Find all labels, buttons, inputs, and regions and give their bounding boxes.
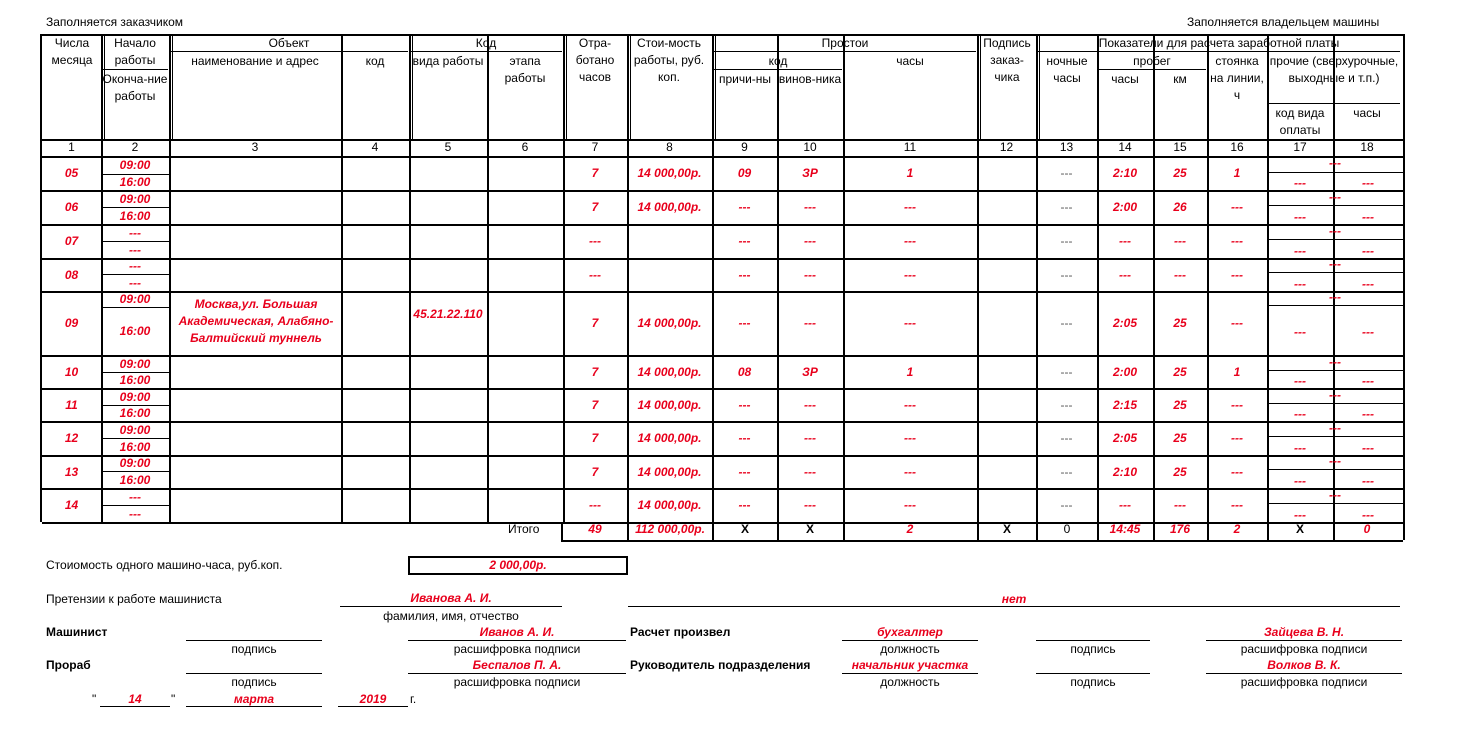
row-downtime-hours: --- xyxy=(904,498,916,512)
grid-line xyxy=(101,207,169,208)
row-pay-hours: --- xyxy=(1362,176,1374,190)
column-number: 10 xyxy=(803,140,817,154)
row-downtime-reason: --- xyxy=(738,498,751,512)
row-run-km: 25 xyxy=(1173,465,1187,479)
grid-line xyxy=(1267,436,1403,437)
row-run-km: --- xyxy=(1174,234,1186,248)
grid-line xyxy=(977,34,979,522)
row-end-time: 16:00 xyxy=(119,373,151,387)
grid-line xyxy=(1267,205,1403,206)
row-other: --- xyxy=(1329,388,1341,402)
row-cost: 14 000,00р. xyxy=(637,398,702,412)
row-cost: 14 000,00р. xyxy=(637,498,702,512)
grid-line xyxy=(1267,503,1403,504)
row-other: --- xyxy=(1329,190,1341,204)
row-end-time: 16:00 xyxy=(119,473,151,487)
row-day: 05 xyxy=(64,166,79,180)
header-pay-code: код вида оплаты xyxy=(1275,106,1325,137)
row-start-time: 09:00 xyxy=(119,357,151,371)
grid-line xyxy=(101,438,169,439)
calc-position-caption: должность xyxy=(880,642,940,656)
row-day: 06 xyxy=(64,200,79,214)
row-hours-worked: --- xyxy=(589,268,601,282)
row-day: 08 xyxy=(64,268,79,282)
row-end-time: --- xyxy=(129,276,141,290)
row-run-km: 25 xyxy=(1173,316,1187,330)
row-night-hours: --- xyxy=(1060,498,1073,512)
work-code: 45.21.22.110 xyxy=(413,307,483,321)
row-downtime-reason: --- xyxy=(738,465,751,479)
grid-line xyxy=(42,488,1403,490)
header-run-km: км xyxy=(1173,72,1187,86)
row-other: --- xyxy=(1329,421,1341,435)
row-day: 10 xyxy=(64,365,79,379)
row-night-hours: --- xyxy=(1060,465,1073,479)
grid-line xyxy=(1267,172,1403,173)
row-other: --- xyxy=(1329,290,1341,304)
operator-name: Иванов А. И. xyxy=(479,625,555,639)
row-downtime-hours: --- xyxy=(904,398,916,412)
row-pay-hours: --- xyxy=(1362,441,1374,455)
row-downtime-reason: --- xyxy=(738,431,751,445)
column-number: 17 xyxy=(1293,140,1307,154)
grid-line xyxy=(42,455,1403,457)
row-day: 07 xyxy=(64,234,79,248)
row-downtime-reason: --- xyxy=(738,268,751,282)
total-hours: 49 xyxy=(588,522,602,536)
row-downtime-hours: 1 xyxy=(906,166,914,180)
row-other: --- xyxy=(1329,454,1341,468)
header-parking: стоянка на линии, ч xyxy=(1210,54,1264,102)
row-start-time: 09:00 xyxy=(119,456,151,470)
row-downtime-culprit: ЗР xyxy=(802,365,818,379)
total-km: 176 xyxy=(1169,522,1191,536)
row-other: --- xyxy=(1329,355,1341,369)
row-downtime-culprit: --- xyxy=(804,398,816,412)
column-number: 2 xyxy=(131,140,139,154)
row-downtime-hours: --- xyxy=(904,316,916,330)
header-pay-indicators: Показатели для расчета заработной платы xyxy=(1098,36,1340,50)
grid-line xyxy=(42,291,1403,293)
header-pay-hours: часы xyxy=(1353,106,1381,120)
total-cost: 112 000,00р. xyxy=(635,522,705,536)
row-parking: --- xyxy=(1231,200,1243,214)
date-day: 14 xyxy=(128,692,142,706)
date-open-quote: " xyxy=(92,692,97,706)
calc-signature-line xyxy=(1036,640,1150,641)
rate-label: Стоиомость одного машино-часа, руб.коп. xyxy=(46,558,283,572)
row-pay-code: --- xyxy=(1294,508,1306,522)
row-cost: 14 000,00р. xyxy=(637,365,702,379)
customer-fill-label: Заполняется заказчиком xyxy=(46,15,184,29)
row-run-hours: 2:05 xyxy=(1112,431,1138,445)
head-decode-caption: расшифровка подписи xyxy=(1240,675,1368,689)
row-parking: --- xyxy=(1231,268,1243,282)
totals-label: Итого xyxy=(508,522,540,536)
row-run-hours: 2:15 xyxy=(1112,398,1138,412)
claims-value: нет xyxy=(1001,592,1027,606)
total-sign: Х xyxy=(1002,522,1011,536)
header-hours-worked: Отра-ботано часов xyxy=(575,36,615,84)
header-work-stage: этапа работы xyxy=(504,54,546,85)
row-start-time: 09:00 xyxy=(119,423,151,437)
calc-name: Зайцева В. Н. xyxy=(1263,625,1345,639)
date-suffix: г. xyxy=(410,692,417,706)
column-number: 15 xyxy=(1173,140,1187,154)
row-end-time: 16:00 xyxy=(119,406,151,420)
total-downtime-hours: 2 xyxy=(906,522,914,536)
row-pay-code: --- xyxy=(1294,244,1306,258)
row-run-hours: --- xyxy=(1119,498,1131,512)
row-downtime-reason: 09 xyxy=(737,166,752,180)
row-day: 13 xyxy=(64,465,79,479)
header-night-hours: ночные часы xyxy=(1046,54,1088,85)
grid-line xyxy=(561,522,563,540)
row-other: --- xyxy=(1329,224,1341,238)
row-run-km: 26 xyxy=(1173,200,1187,214)
column-number: 1 xyxy=(68,140,75,154)
grid-line xyxy=(1267,272,1403,273)
total-pay-code: Х xyxy=(1295,522,1304,536)
calc-label: Расчет произвел xyxy=(630,625,731,639)
total-pay-hours: 0 xyxy=(1363,522,1371,536)
row-parking: --- xyxy=(1231,431,1243,445)
row-start-time: 09:00 xyxy=(119,292,151,306)
date-year: 2019 xyxy=(359,692,387,706)
row-run-km: 25 xyxy=(1173,365,1187,379)
column-number: 13 xyxy=(1059,140,1074,154)
row-parking: --- xyxy=(1231,316,1243,330)
total-run-hours: 14:45 xyxy=(1109,522,1141,536)
header-other: прочие (сверхурочные, выходные и т.п.) xyxy=(1269,54,1399,85)
row-hours-worked: 7 xyxy=(591,398,599,412)
header-cost: Стои-мость работы, руб. коп. xyxy=(633,36,705,84)
row-end-time: 16:00 xyxy=(119,209,151,223)
row-start-time: 09:00 xyxy=(119,390,151,404)
row-run-hours: --- xyxy=(1119,234,1131,248)
row-downtime-culprit: ЗР xyxy=(802,166,818,180)
grid-line xyxy=(101,241,169,242)
column-number: 7 xyxy=(591,140,599,154)
column-number: 16 xyxy=(1230,140,1244,154)
row-pay-code: --- xyxy=(1294,210,1306,224)
row-cost: 14 000,00р. xyxy=(637,200,702,214)
calc-decode-caption: расшифровка подписи xyxy=(1240,642,1368,656)
grid-line xyxy=(42,190,1403,192)
foreman-decode-caption: расшифровка подписи xyxy=(453,675,581,689)
row-downtime-culprit: --- xyxy=(804,431,816,445)
row-hours-worked: --- xyxy=(589,234,601,248)
grid-line xyxy=(42,421,1403,423)
header-day: Числа месяца xyxy=(51,36,93,67)
row-pay-hours: --- xyxy=(1362,325,1374,339)
row-night-hours: --- xyxy=(1060,200,1073,214)
row-night-hours: --- xyxy=(1060,166,1073,180)
row-downtime-hours: --- xyxy=(904,431,916,445)
claims-name: Иванова А. И. xyxy=(410,591,492,605)
column-number: 14 xyxy=(1118,140,1132,154)
header-end: Оконча-ние работы xyxy=(102,72,168,103)
row-start-time: 09:00 xyxy=(119,158,151,172)
row-run-hours: 2:10 xyxy=(1112,465,1138,479)
row-hours-worked: 7 xyxy=(591,200,599,214)
header-culprit: винов-ника xyxy=(778,72,842,86)
object-name: Москва,ул. Большая Академическая, Алабяно-Балтийский туннель xyxy=(178,297,334,345)
column-number: 11 xyxy=(903,140,917,154)
column-number: 3 xyxy=(251,140,259,154)
row-pay-code: --- xyxy=(1294,441,1306,455)
row-run-km: 25 xyxy=(1173,431,1187,445)
row-day: 11 xyxy=(65,398,78,412)
header-object-name: наименование и адрес xyxy=(191,54,319,68)
row-pay-code: --- xyxy=(1294,325,1306,339)
row-parking: --- xyxy=(1231,498,1243,512)
header-start: Начало работы xyxy=(114,36,156,67)
claims-label: Претензии к работе машиниста xyxy=(46,592,222,606)
grid-line xyxy=(1267,239,1403,240)
row-downtime-reason: 08 xyxy=(737,365,752,379)
grid-line xyxy=(1267,403,1403,404)
operator-signature-line xyxy=(186,640,322,641)
row-night-hours: --- xyxy=(1060,431,1073,445)
grid-line xyxy=(627,34,629,522)
row-end-time: --- xyxy=(129,243,141,257)
row-night-hours: --- xyxy=(1060,268,1073,282)
row-other: --- xyxy=(1329,156,1341,170)
row-downtime-reason: --- xyxy=(738,316,751,330)
grid-line xyxy=(101,274,169,275)
grid-line xyxy=(40,156,1403,158)
row-downtime-culprit: --- xyxy=(804,200,816,214)
grid-line xyxy=(1267,305,1403,306)
row-other: --- xyxy=(1329,488,1341,502)
row-end-time: 16:00 xyxy=(119,440,151,454)
row-start-time: --- xyxy=(129,226,141,240)
row-run-km: 25 xyxy=(1173,166,1187,180)
row-cost: 14 000,00р. xyxy=(637,431,702,445)
grid-line xyxy=(1267,370,1403,371)
grid-line xyxy=(409,34,411,522)
row-night-hours: --- xyxy=(1060,316,1073,330)
row-pay-hours: --- xyxy=(1362,277,1374,291)
row-hours-worked: --- xyxy=(589,498,601,512)
row-pay-hours: --- xyxy=(1362,244,1374,258)
column-number: 18 xyxy=(1360,140,1374,154)
grid-line xyxy=(561,540,1403,542)
row-hours-worked: 7 xyxy=(591,365,599,379)
row-run-km: --- xyxy=(1174,268,1186,282)
row-pay-hours: --- xyxy=(1362,210,1374,224)
head-label: Руководитель подразделения xyxy=(630,658,811,672)
row-pay-code: --- xyxy=(1294,407,1306,421)
row-downtime-culprit: --- xyxy=(804,234,816,248)
row-day: 12 xyxy=(64,431,79,445)
row-hours-worked: 7 xyxy=(591,465,599,479)
grid-line xyxy=(102,69,168,70)
operator-decode-caption: расшифровка подписи xyxy=(453,642,581,656)
head-signature-line xyxy=(1036,673,1150,674)
row-downtime-hours: --- xyxy=(904,268,916,282)
row-downtime-culprit: --- xyxy=(804,465,816,479)
row-hours-worked: 7 xyxy=(591,316,599,330)
grid-line xyxy=(1267,469,1403,470)
date-close-quote: " xyxy=(171,692,176,706)
grid-line xyxy=(487,34,489,522)
column-number: 9 xyxy=(741,140,748,154)
row-night-hours: --- xyxy=(1060,365,1073,379)
row-downtime-culprit: --- xyxy=(804,316,816,330)
row-parking: 1 xyxy=(1233,166,1241,180)
header-run-hours: часы xyxy=(1111,72,1139,86)
operator-sig-caption: подпись xyxy=(231,642,277,656)
row-downtime-reason: --- xyxy=(738,234,751,248)
header-object: Объект xyxy=(268,36,310,50)
grid-line xyxy=(169,34,171,522)
total-reason: Х xyxy=(740,522,749,536)
grid-line xyxy=(341,34,343,522)
column-number: 12 xyxy=(999,140,1014,154)
row-night-hours: --- xyxy=(1060,234,1073,248)
header-code: Код xyxy=(475,36,497,50)
grid-line xyxy=(101,307,169,308)
header-run: пробег xyxy=(1133,54,1171,68)
grid-line xyxy=(101,471,169,472)
row-pay-hours: --- xyxy=(1362,508,1374,522)
grid-line xyxy=(1403,34,1405,540)
total-parking: 2 xyxy=(1233,522,1241,536)
row-parking: --- xyxy=(1231,398,1243,412)
header-downtime-hours: часы xyxy=(896,54,924,68)
head-position-caption: должность xyxy=(880,675,940,689)
header-object-code: код xyxy=(365,54,385,68)
row-run-hours: 2:00 xyxy=(1112,200,1138,214)
row-pay-code: --- xyxy=(1294,277,1306,291)
head-name: Волков В. К. xyxy=(1267,658,1341,672)
row-start-time: 09:00 xyxy=(119,192,151,206)
row-end-time: 16:00 xyxy=(119,175,151,189)
row-night-hours: --- xyxy=(1060,398,1073,412)
header-downtime-code: код xyxy=(768,54,788,68)
header-work-type: вида работы xyxy=(412,54,484,68)
row-pay-code: --- xyxy=(1294,374,1306,388)
row-downtime-hours: --- xyxy=(904,234,916,248)
grid-line xyxy=(101,505,169,506)
grid-line xyxy=(42,258,1403,260)
row-downtime-hours: --- xyxy=(904,200,916,214)
row-cost: 14 000,00р. xyxy=(637,166,702,180)
foreman-signature-line xyxy=(186,673,322,674)
grid-line xyxy=(42,355,1403,357)
grid-line xyxy=(42,224,1403,226)
row-run-km: --- xyxy=(1174,498,1186,512)
column-number: 4 xyxy=(371,140,379,154)
row-run-hours: 2:05 xyxy=(1112,316,1138,330)
date-month: марта xyxy=(233,692,275,706)
row-downtime-reason: --- xyxy=(738,398,751,412)
row-downtime-hours: --- xyxy=(904,465,916,479)
row-cost: 14 000,00р. xyxy=(637,316,702,330)
calc-sig-caption: подпись xyxy=(1070,642,1116,656)
row-downtime-culprit: --- xyxy=(804,268,816,282)
total-culprit: Х xyxy=(805,522,814,536)
row-run-km: 25 xyxy=(1173,398,1187,412)
row-end-time: 16:00 xyxy=(119,324,151,338)
column-number: 5 xyxy=(444,140,452,154)
head-sig-caption: подпись xyxy=(1070,675,1116,689)
row-parking: 1 xyxy=(1233,365,1241,379)
column-number: 8 xyxy=(666,140,673,154)
header-reason: причи-ны xyxy=(718,72,772,86)
header-customer-sign: Подпись заказ-чика xyxy=(983,36,1031,84)
row-run-hours: --- xyxy=(1119,268,1131,282)
row-day: 14 xyxy=(64,498,79,512)
header-downtime: Простои xyxy=(821,36,869,50)
owner-fill-label: Заполняется владельцем машины xyxy=(1187,15,1380,29)
row-parking: --- xyxy=(1231,465,1243,479)
column-number: 6 xyxy=(521,140,529,154)
row-start-time: --- xyxy=(129,259,141,273)
row-run-hours: 2:00 xyxy=(1112,365,1138,379)
foreman-name: Беспалов П. А. xyxy=(472,658,562,672)
row-day: 09 xyxy=(64,316,79,330)
row-end-time: --- xyxy=(129,507,141,521)
row-run-hours: 2:10 xyxy=(1112,166,1138,180)
row-pay-code: --- xyxy=(1294,176,1306,190)
calc-position: бухгалтер xyxy=(877,625,943,639)
row-pay-code: --- xyxy=(1294,474,1306,488)
row-downtime-culprit: --- xyxy=(804,498,816,512)
total-night: 0 xyxy=(1063,522,1071,536)
rate-value: 2 000,00р. xyxy=(489,558,547,572)
row-pay-hours: --- xyxy=(1362,474,1374,488)
row-downtime-reason: --- xyxy=(738,200,751,214)
foreman-label: Прораб xyxy=(46,658,91,672)
row-other: --- xyxy=(1329,257,1341,271)
operator-label: Машинист xyxy=(46,625,108,639)
row-pay-hours: --- xyxy=(1362,407,1374,421)
row-pay-hours: --- xyxy=(1362,374,1374,388)
claims-name-caption: фамилия, имя, отчество xyxy=(383,609,519,623)
row-cost: 14 000,00р. xyxy=(637,465,702,479)
grid-line xyxy=(42,388,1403,390)
row-hours-worked: 7 xyxy=(591,431,599,445)
row-downtime-hours: 1 xyxy=(906,365,914,379)
row-hours-worked: 7 xyxy=(591,166,599,180)
row-parking: --- xyxy=(1231,234,1243,248)
head-position: начальник участка xyxy=(851,658,969,672)
foreman-sig-caption: подпись xyxy=(231,675,277,689)
grid-line xyxy=(977,522,979,540)
row-start-time: --- xyxy=(129,490,141,504)
